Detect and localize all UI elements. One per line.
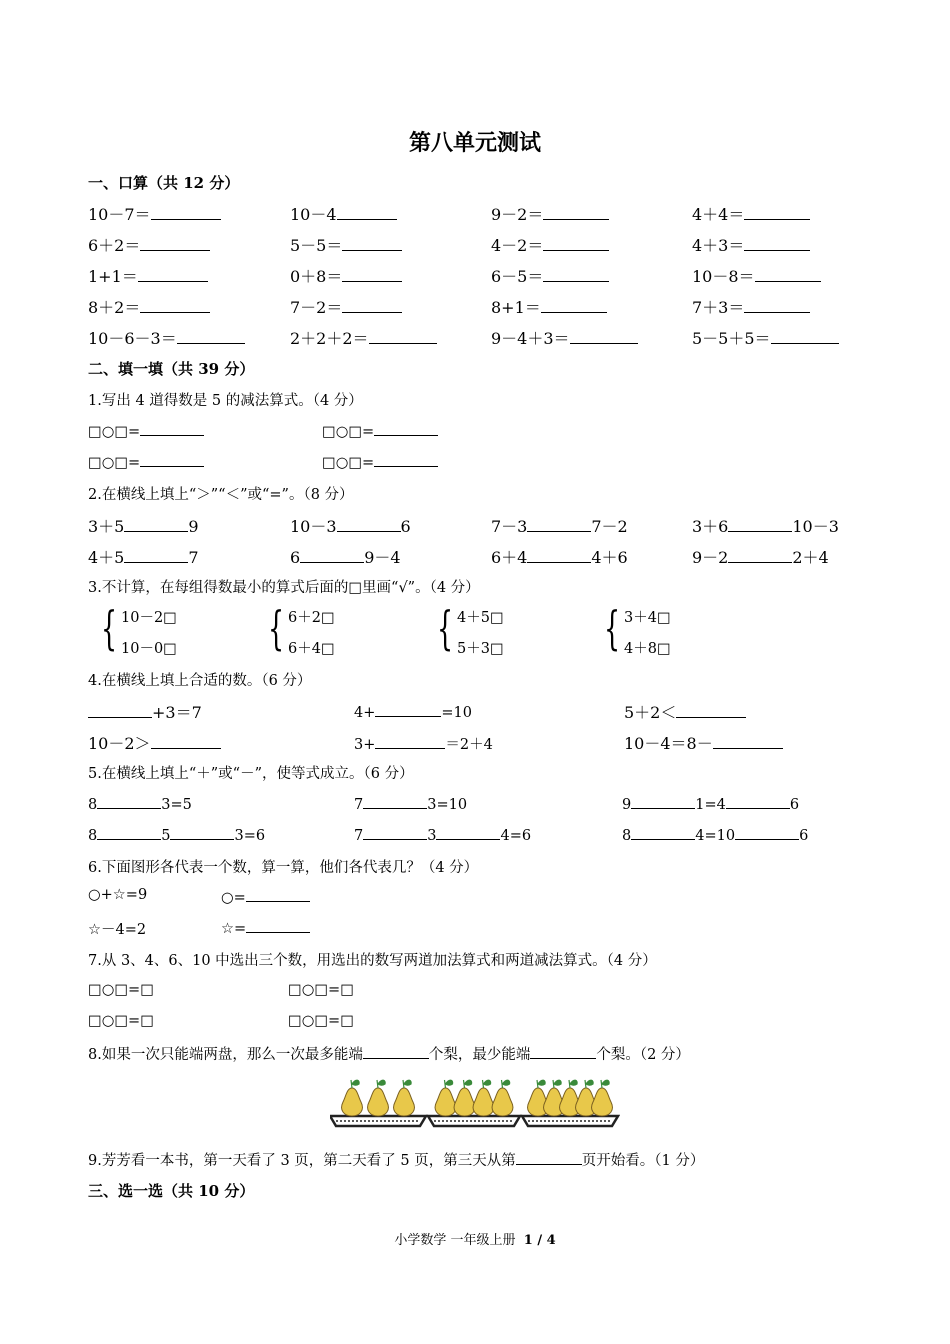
mental-math-item <box>290 202 397 225</box>
left-expression: 3＋5 <box>88 517 125 536</box>
plate-of-pears <box>428 1080 520 1126</box>
right-expression: 9 <box>188 517 199 536</box>
answer-blank[interactable] <box>744 236 810 251</box>
answer-blank[interactable] <box>337 517 401 532</box>
brace-symbol: { <box>268 601 285 655</box>
q6-equation: ○+☆=9 <box>88 887 148 903</box>
pear-icon <box>435 1088 456 1116</box>
answer-blank[interactable] <box>363 1044 429 1059</box>
q1-item: □○□= <box>88 452 204 471</box>
answer-blank[interactable] <box>726 794 790 809</box>
answer-blank[interactable] <box>342 267 402 282</box>
pear-leaf-icon <box>483 1080 491 1088</box>
answer-blank[interactable] <box>363 825 427 840</box>
q3-text: 3.不计算，在每组得数最小的算式后面的□里画“√”。（4 分） <box>88 580 480 596</box>
q5-item: 8 4=10 6 <box>622 825 808 844</box>
answer-blank[interactable] <box>138 267 208 282</box>
mental-math-item <box>692 233 810 256</box>
answer-blank[interactable] <box>436 825 500 840</box>
answer-blank[interactable] <box>97 825 161 840</box>
answer-blank[interactable] <box>631 794 695 809</box>
expression: 7－2＝ <box>290 298 343 317</box>
expression: 4＋4＝ <box>692 205 745 224</box>
pear-leaf-icon <box>569 1080 577 1088</box>
answer-blank[interactable] <box>543 236 609 251</box>
left-expression: 4＋5 <box>88 548 125 567</box>
answer-blank[interactable] <box>140 236 210 251</box>
pear-icon <box>492 1088 513 1116</box>
q4-item: 5＋2＜ <box>624 700 746 723</box>
expression: 6－5＝ <box>491 267 544 286</box>
section-1-heading: 一、口算（共 12 分） <box>88 174 240 192</box>
mental-math-item <box>88 264 208 287</box>
pear-icon <box>394 1088 415 1116</box>
mental-math-item <box>692 326 839 349</box>
q4-item: 10－4＝8－ <box>624 731 783 754</box>
q5-item: 9 1=4 6 <box>622 794 799 813</box>
compare-item <box>692 514 839 537</box>
answer-blank[interactable] <box>728 517 792 532</box>
answer-blank[interactable] <box>246 918 310 933</box>
check-expression[interactable]: 10－0□ <box>121 641 177 657</box>
left-expression: 6＋4 <box>491 548 528 567</box>
q6-answer: ○= <box>221 887 310 906</box>
section-3-heading: 三、选一选（共 10 分） <box>88 1182 255 1200</box>
compare-item <box>491 514 628 537</box>
answer-blank[interactable] <box>124 548 188 563</box>
check-expression[interactable]: 5＋3□ <box>457 641 504 657</box>
footer-page-number: 1 / 4 <box>523 1233 556 1248</box>
q7-item: □○□=□ <box>288 1013 354 1029</box>
q6-answer: ☆= <box>221 918 310 937</box>
q1-item: □○□= <box>322 452 438 471</box>
pear-leaf-icon <box>464 1080 472 1088</box>
q4-item: +3＝7 <box>88 700 202 723</box>
compare-item <box>290 514 411 537</box>
mental-math-item <box>491 233 609 256</box>
check-expression[interactable]: 10－2□ <box>121 610 177 626</box>
q6-text: 6.下面图形各代表一个数，算一算，他们各代表几？（4 分） <box>88 860 479 876</box>
expression: 4－2＝ <box>491 236 544 255</box>
pear-icon <box>368 1088 389 1116</box>
brace-symbol: { <box>101 601 118 655</box>
expression: 8+1＝ <box>491 298 541 317</box>
pear-plates-illustration <box>330 1074 620 1130</box>
check-expression[interactable]: 6＋2□ <box>288 610 335 626</box>
answer-blank[interactable] <box>543 267 609 282</box>
mental-math-item <box>88 295 210 318</box>
answer-blank[interactable] <box>246 887 310 902</box>
answer-blank[interactable] <box>530 1044 596 1059</box>
answer-blank[interactable] <box>177 329 245 344</box>
answer-blank[interactable] <box>140 421 204 436</box>
expression: 8＋2＝ <box>88 298 141 317</box>
mental-math-item <box>88 233 210 256</box>
compare-item <box>88 545 199 568</box>
mental-math-item <box>692 264 821 287</box>
check-expression[interactable]: 6＋4□ <box>288 641 335 657</box>
answer-blank[interactable] <box>744 205 810 220</box>
pear-leaf-icon <box>351 1080 359 1088</box>
answer-blank[interactable] <box>97 794 161 809</box>
answer-blank[interactable] <box>570 329 638 344</box>
left-expression: 3＋6 <box>692 517 729 536</box>
expression: 4＋3＝ <box>692 236 745 255</box>
q7-item: □○□=□ <box>88 982 154 998</box>
check-expression[interactable]: 4＋5□ <box>457 610 504 626</box>
compare-item <box>88 514 199 537</box>
q9-text: 9.芳芳看一本书，第一天看了 3 页，第二天看了 5 页，第三天从第 页开始看。（1 分） <box>88 1149 704 1170</box>
q4-text: 4.在横线上填上合适的数。（6 分） <box>88 673 312 689</box>
answer-blank[interactable] <box>771 329 839 344</box>
q8-text: 8.如果一次只能端两盘，那么一次最多能端 个梨，最少能端 个梨。（2 分） <box>88 1043 690 1064</box>
answer-blank[interactable] <box>713 734 783 749</box>
plate-of-pears <box>522 1080 618 1126</box>
q2-text: 2.在横线上填上“＞”“＜”或“=”。（8 分） <box>88 487 354 503</box>
q7-item: □○□=□ <box>88 1013 154 1029</box>
brace-symbol: { <box>604 601 621 655</box>
right-expression: 7 <box>188 548 199 567</box>
mental-math-item <box>88 202 221 225</box>
expression: 6＋2＝ <box>88 236 141 255</box>
answer-blank[interactable] <box>151 205 221 220</box>
footer-subject: 小学数学 一年级上册 <box>394 1233 516 1248</box>
pear-leaf-icon <box>445 1080 453 1088</box>
pear-leaf-icon <box>537 1080 545 1088</box>
pear-icon <box>454 1088 475 1116</box>
mental-math-item <box>290 326 437 349</box>
right-expression: 2＋4 <box>792 548 829 567</box>
answer-blank[interactable] <box>140 452 204 467</box>
right-expression: 6 <box>400 517 411 536</box>
expression: 2＋2＋2＝ <box>290 329 369 348</box>
answer-blank[interactable] <box>755 267 821 282</box>
q5-item: 7 3=10 <box>354 794 467 813</box>
answer-blank[interactable] <box>369 329 437 344</box>
section-2-heading: 二、填一填（共 39 分） <box>88 360 255 378</box>
q5-item: 7 3 4=6 <box>354 825 531 844</box>
expression: 5－5＋5＝ <box>692 329 771 348</box>
expression: 10－6－3＝ <box>88 329 177 348</box>
answer-blank[interactable] <box>363 794 427 809</box>
left-expression: 10－3 <box>290 517 337 536</box>
compare-item <box>491 545 628 568</box>
mental-math-item <box>290 233 402 256</box>
q5-text: 5.在横线上填上“＋”或“－”，使等式成立。（6 分） <box>88 766 414 782</box>
expression: 0＋8＝ <box>290 267 343 286</box>
mental-math-item <box>692 202 810 225</box>
answer-blank[interactable] <box>527 548 591 563</box>
q7-item: □○□=□ <box>288 982 354 998</box>
answer-blank[interactable] <box>88 703 152 718</box>
pear-leaf-icon <box>585 1080 593 1088</box>
answer-blank[interactable] <box>541 298 607 313</box>
plate-of-pears <box>330 1080 426 1126</box>
right-expression: 7－2 <box>591 517 628 536</box>
pear-icon <box>592 1088 613 1116</box>
pear-leaf-icon <box>377 1080 385 1088</box>
pear-leaf-icon <box>502 1080 510 1088</box>
mental-math-item <box>491 264 609 287</box>
expression: 1+1＝ <box>88 267 138 286</box>
expression: 9－2＝ <box>491 205 544 224</box>
check-expression[interactable]: 4＋8□ <box>624 641 671 657</box>
expression: 7＋3＝ <box>692 298 745 317</box>
q5-item: 8 5 3=6 <box>88 825 265 844</box>
expression: 5－5＝ <box>290 236 343 255</box>
q1-item: □○□= <box>322 421 438 440</box>
answer-blank[interactable] <box>744 298 810 313</box>
answer-blank[interactable] <box>300 548 364 563</box>
q7-text: 7.从 3、4、6、10 中选出三个数，用选出的数写两道加法算式和两道减法算式。（4 分） <box>88 953 657 969</box>
pear-icon <box>473 1088 494 1116</box>
right-expression: 9－4 <box>364 548 401 567</box>
answer-blank[interactable] <box>728 548 792 563</box>
q4-item: 10－2＞ <box>88 731 221 754</box>
answer-blank[interactable] <box>140 298 210 313</box>
check-expression[interactable]: 3＋4□ <box>624 610 671 626</box>
answer-blank[interactable] <box>374 452 438 467</box>
page-footer <box>0 1229 950 1248</box>
q1-text: 1.写出 4 道得数是 5 的减法算式。（4 分） <box>88 393 363 409</box>
answer-blank[interactable] <box>337 205 397 220</box>
expression: 10－8＝ <box>692 267 755 286</box>
mental-math-item <box>290 264 402 287</box>
q6-equation: ☆－4=2 <box>88 922 147 938</box>
expression: 9－4＋3＝ <box>491 329 570 348</box>
answer-blank[interactable] <box>124 517 188 532</box>
mental-math-item <box>692 295 810 318</box>
answer-blank[interactable] <box>676 703 746 718</box>
expression: 10－4 <box>290 205 337 224</box>
answer-blank[interactable] <box>151 734 221 749</box>
q4-item: 4+ =10 <box>354 702 472 721</box>
left-expression: 6 <box>290 548 301 567</box>
right-expression: 10－3 <box>792 517 839 536</box>
answer-blank[interactable] <box>543 205 609 220</box>
pear-icon <box>342 1088 363 1116</box>
answer-blank[interactable] <box>170 825 234 840</box>
pear-leaf-icon <box>403 1080 411 1088</box>
right-expression: 4＋6 <box>591 548 628 567</box>
answer-blank[interactable] <box>342 236 402 251</box>
answer-blank[interactable] <box>735 825 799 840</box>
answer-blank[interactable] <box>374 421 438 436</box>
answer-blank[interactable] <box>375 702 441 717</box>
answer-blank[interactable] <box>631 825 695 840</box>
compare-item <box>290 545 401 568</box>
mental-math-item <box>290 295 402 318</box>
answer-blank[interactable] <box>516 1150 582 1165</box>
q4-item: 3+ ＝2＋4 <box>354 733 493 754</box>
q5-item: 8 3=5 <box>88 794 192 813</box>
answer-blank[interactable] <box>527 517 591 532</box>
mental-math-item <box>491 326 638 349</box>
compare-item <box>692 545 829 568</box>
mental-math-item <box>491 202 609 225</box>
brace-symbol: { <box>437 601 454 655</box>
page-title: 第八单元测试 <box>408 130 541 156</box>
left-expression: 7－3 <box>491 517 528 536</box>
left-expression: 9－2 <box>692 548 729 567</box>
mental-math-item <box>491 295 607 318</box>
expression: 10－7＝ <box>88 205 151 224</box>
pear-leaf-icon <box>553 1080 561 1088</box>
pear-leaf-icon <box>601 1080 609 1088</box>
answer-blank[interactable] <box>375 734 445 749</box>
q1-item: □○□= <box>88 421 204 440</box>
mental-math-item <box>88 326 245 349</box>
answer-blank[interactable] <box>342 298 402 313</box>
